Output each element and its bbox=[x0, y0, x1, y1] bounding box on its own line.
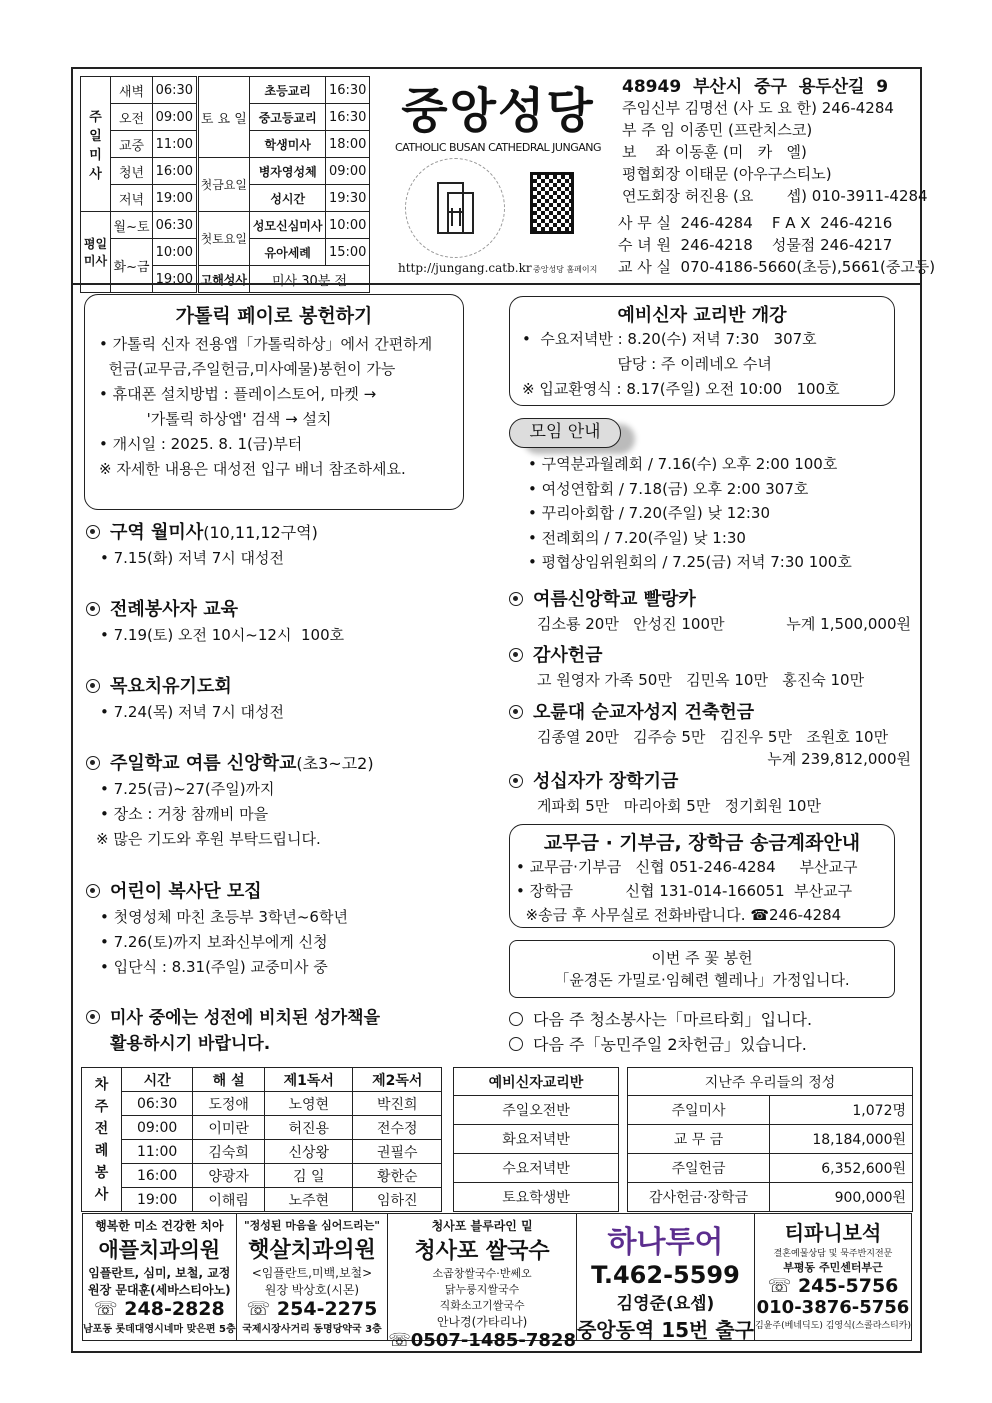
radio-bullet-icon bbox=[86, 756, 100, 770]
radio-bullet-icon bbox=[86, 679, 100, 693]
donation-title-text: 감사헌금 bbox=[533, 645, 603, 666]
radio-bullet-icon bbox=[509, 774, 523, 788]
mass-type: 새벽 bbox=[111, 77, 153, 104]
confession-label: 고해성사 bbox=[197, 266, 249, 293]
ad-3 bbox=[388, 1214, 577, 1351]
catholic-pay-title: 가톨릭 페이로 봉헌하기 bbox=[175, 305, 373, 327]
ad-line: ☏0507-1485-7828 bbox=[388, 1330, 576, 1351]
address: 48949 부산시 중구 용두산길 9 bbox=[622, 77, 889, 97]
donation-section bbox=[509, 585, 911, 635]
offering-label: 교 무 금 bbox=[628, 1125, 770, 1154]
duty-cell: 임하진 bbox=[353, 1188, 442, 1212]
contact-list bbox=[618, 212, 935, 278]
notice-section bbox=[86, 749, 374, 852]
next-week-notices bbox=[509, 1007, 812, 1057]
duty-cell: 11:00 bbox=[122, 1140, 193, 1164]
ad-line: 닭누룽지쌀국수 bbox=[444, 1283, 520, 1296]
ad-line: 행복한 미소 건강한 치아 bbox=[95, 1219, 224, 1233]
class-table bbox=[453, 1067, 619, 1212]
catholic-pay-box bbox=[84, 294, 464, 510]
pay-line: 헌금(교무금,주일헌금,미사예물)봉헌이 가능 bbox=[99, 360, 396, 378]
notice-line: • 첫영성체 마친 초등부 3학년~6학년 bbox=[86, 905, 348, 930]
class-header: 예비신자교리반 bbox=[454, 1068, 619, 1096]
duty-header: 제2독서 bbox=[353, 1068, 442, 1092]
duty-cell: 노주현 bbox=[264, 1188, 352, 1212]
duty-side-label: 차 주 전 례 봉 사 bbox=[82, 1068, 122, 1212]
donation-title-text: 오륜대 순교자성지 건축헌금 bbox=[533, 702, 755, 723]
ad-line: 결혼예물상담 및 묵주반지전문 bbox=[773, 1249, 893, 1259]
catechumen-line: • 수요저녁반 : 8.20(수) 저녁 7:30 307호 bbox=[522, 330, 817, 348]
mass-time: 16:00 bbox=[153, 158, 198, 185]
mass-type: 오전 bbox=[111, 104, 153, 131]
mass-time: 19:00 bbox=[153, 266, 198, 293]
notice-title bbox=[86, 672, 284, 698]
duty-cell: 09:00 bbox=[122, 1116, 193, 1140]
offering-label: 감사헌금·장학금 bbox=[628, 1183, 770, 1212]
staff-line: 연도회장 허진용 (요 셉) 010-3911-4284 bbox=[622, 187, 928, 205]
pay-line: ※ 자세한 내용은 대성전 입구 배너 참조하세요. bbox=[99, 460, 406, 478]
offering-label: 주일헌금 bbox=[628, 1154, 770, 1183]
saturday-label: 토 요 일 bbox=[197, 77, 249, 158]
logo bbox=[388, 72, 608, 154]
next-week-item: 다음 주「농민주일 2차헌금」있습니다. bbox=[533, 1035, 807, 1054]
ad-line: 김윤주(베네딕도) 김영식(스콜라스티카) bbox=[754, 1321, 911, 1331]
mass-time: 06:30 bbox=[153, 212, 198, 239]
qr-caption: 중앙성당 홈페이지 bbox=[533, 265, 598, 274]
meeting-item: • 꾸리아회합 / 7.20(주일) 낮 12:30 bbox=[528, 501, 852, 526]
radio-bullet-icon bbox=[86, 525, 100, 539]
catechumen-title: 예비신자 교리반 개강 bbox=[617, 305, 787, 326]
staff-line: 평협회장 이태문 (아우구스티노) bbox=[622, 165, 832, 183]
qr-code[interactable] bbox=[530, 172, 574, 234]
radio-bullet-icon bbox=[86, 602, 100, 616]
ad-1 bbox=[83, 1214, 237, 1340]
donation-title bbox=[509, 641, 911, 667]
staff-line: 보 좌 이동훈 (미 카 엘) bbox=[622, 143, 807, 161]
ad-line: 청사포 블루라인 밑 bbox=[431, 1219, 533, 1233]
notice-title-text: 어린이 복사단 모집 bbox=[110, 881, 262, 902]
meetings-list bbox=[528, 452, 852, 575]
website-url[interactable]: http://jungang.catb.kr bbox=[398, 261, 532, 275]
donation-title-text: 성십자가 장학기금 bbox=[533, 771, 679, 792]
mass-times-table bbox=[80, 76, 370, 293]
ad-line: 원장 문대훈(세바스티아노) bbox=[87, 1283, 231, 1297]
donation-line: 김소룡 20만 안성진 100만 bbox=[537, 615, 725, 633]
pay-line: • 휴대폰 설치방법 : 플레이스토어, 마켓 → bbox=[99, 382, 449, 407]
staff-list bbox=[622, 97, 928, 207]
duty-header: 시간 bbox=[122, 1068, 193, 1092]
pay-line: • 가톨릭 신자 전용앱「가톨릭하상」에서 간편하게 bbox=[99, 332, 449, 357]
ad-line: 티파니보석 bbox=[784, 1221, 882, 1245]
radio-bullet-icon bbox=[86, 1010, 100, 1024]
staff-line: 주임신부 김명선 (사 도 요 한) 246-4284 bbox=[622, 99, 894, 117]
duty-cell: 김 일 bbox=[264, 1164, 352, 1188]
class-item: 화요저녁반 bbox=[454, 1125, 619, 1154]
ad-line: 소곱창쌀국수·반쎄오 bbox=[432, 1267, 532, 1280]
circle-bullet-icon bbox=[509, 1037, 523, 1051]
notice-line: • 7.19(토) 오전 10시~12시 100호 bbox=[86, 623, 344, 648]
first-friday-label: 첫금요일 bbox=[197, 158, 249, 212]
donation-title bbox=[509, 698, 911, 724]
mass-time: 09:00 bbox=[153, 104, 198, 131]
duty-cell: 노영현 bbox=[264, 1092, 352, 1116]
flower-offering-box bbox=[509, 940, 895, 998]
sunday-mass-label: 주일 미사 bbox=[81, 77, 111, 212]
offering-header: 지난주 우리들의 정성 bbox=[628, 1068, 913, 1096]
duty-cell: 신상왕 bbox=[264, 1140, 352, 1164]
hymn-notice bbox=[86, 1005, 380, 1057]
radio-bullet-icon bbox=[509, 592, 523, 606]
saturday-time: 16:30 bbox=[326, 104, 370, 131]
donation-section bbox=[509, 767, 911, 817]
ad-line: 애플치과의원 bbox=[98, 1238, 221, 1262]
saturday-time: 16:30 bbox=[326, 77, 370, 104]
donation-title bbox=[509, 767, 911, 793]
notice-title bbox=[86, 749, 374, 775]
ad-line: 김영준(요셉) bbox=[616, 1294, 715, 1314]
donation-section bbox=[509, 641, 911, 691]
ad-line: 남포동 롯데대영시네마 맞은편 5층 bbox=[83, 1324, 236, 1335]
saturday-item: 중고등교리 bbox=[249, 104, 325, 131]
donation-line: 게파회 5만 마리아회 5만 정기회원 10만 bbox=[537, 797, 821, 815]
duty-cell: 이해림 bbox=[193, 1188, 265, 1212]
meeting-item: • 평협상임위원회의 / 7.25(금) 저녁 7:30 100호 bbox=[528, 550, 852, 575]
radio-bullet-icon bbox=[509, 648, 523, 662]
saturday-item: 학생미사 bbox=[249, 131, 325, 158]
flower-title: 이번 주 꽃 봉헌 bbox=[651, 949, 753, 967]
ad-line: "정성된 마음을 심어드리는" bbox=[243, 1219, 380, 1232]
offering-value: 18,184,000원 bbox=[770, 1125, 913, 1154]
mass-time: 10:00 bbox=[153, 239, 198, 266]
church-subtitle: CATHOLIC BUSAN CATHEDRAL JUNGANG bbox=[394, 141, 602, 154]
ad-line: 010-3876-5756 bbox=[756, 1297, 910, 1318]
notice-line: • 7.24(목) 저녁 7시 대성전 bbox=[86, 700, 284, 725]
offering-value: 1,072명 bbox=[770, 1096, 913, 1125]
duty-cell: 양광자 bbox=[193, 1164, 265, 1188]
account-line: • 교무금·기부금 신협 051-246-4284 부산교구 bbox=[516, 858, 858, 876]
church-title: 중앙성당 bbox=[401, 83, 595, 139]
ad-line: 부평동 주민센터부근 bbox=[783, 1261, 883, 1274]
catechumen-box bbox=[509, 296, 895, 406]
duty-table bbox=[81, 1067, 442, 1212]
ad-line: 임플란트, 심미, 보철, 교정 bbox=[88, 1266, 231, 1280]
notice-section bbox=[86, 595, 344, 648]
mass-type: 교중 bbox=[111, 131, 153, 158]
ad-line: 안나경(가타리나) bbox=[436, 1315, 528, 1329]
account-title: 교무금 · 기부금, 장학금 송금계좌안내 bbox=[543, 832, 861, 854]
notice-line: • 7.26(토)까지 보좌신부에게 신청 bbox=[86, 930, 348, 955]
duty-cell: 이미란 bbox=[193, 1116, 265, 1140]
first-saturday-time: 10:00 bbox=[326, 212, 370, 239]
duty-cell: 16:00 bbox=[122, 1164, 193, 1188]
account-lines bbox=[516, 855, 888, 927]
first-saturday-item: 성모신심미사 bbox=[249, 212, 325, 239]
notice-line: • 7.15(화) 저녁 7시 대성전 bbox=[86, 546, 318, 571]
notice-line: • 7.25(금)~27(주일)까지 bbox=[86, 777, 374, 802]
donation-line: 김종열 20만 김주승 5만 김진우 5만 조원호 10만 bbox=[537, 728, 889, 746]
catechumen-line: ※ 입교환영식 : 8.17(주일) 오전 10:00 100호 bbox=[522, 380, 840, 398]
notice-title-suffix: (초3~고2) bbox=[296, 754, 374, 773]
donation-line: 고 원영자 가족 50만 김민옥 10만 홍진숙 10만 bbox=[537, 671, 865, 689]
first-saturday-label: 첫토요일 bbox=[197, 212, 249, 266]
mass-type: 저녁 bbox=[111, 185, 153, 212]
duty-cell: 19:00 bbox=[122, 1188, 193, 1212]
pay-line: '가톨릭 하상앱' 검색 → 설치 bbox=[99, 410, 332, 428]
donation-total: 누계 1,500,000원 bbox=[786, 615, 911, 633]
flower-family: 「윤경돈 가밀로·임혜련 헬레나」가정입니다. bbox=[554, 971, 850, 989]
mass-time: 19:00 bbox=[153, 185, 198, 212]
class-item: 주일오전반 bbox=[454, 1096, 619, 1125]
seal-emblem bbox=[405, 158, 505, 258]
duty-cell: 06:30 bbox=[122, 1092, 193, 1116]
notice-title-text: 전례봉사자 교육 bbox=[110, 599, 238, 620]
saturday-time: 18:00 bbox=[326, 131, 370, 158]
notice-title-suffix: (10,11,12구역) bbox=[203, 523, 318, 542]
circle-bullet-icon bbox=[509, 1012, 523, 1026]
class-item: 토요학생반 bbox=[454, 1183, 619, 1212]
contact-line: 교 사 실 070-4186-5660(초등),5661(중고등) bbox=[618, 258, 936, 276]
ad-line: 중앙동역 15번 출구 bbox=[576, 1318, 754, 1342]
offering-value: 900,000원 bbox=[770, 1183, 913, 1212]
meetings-label: 모임 안내 bbox=[509, 418, 621, 448]
notice-note: ※ 많은 기도와 후원 부탁드립니다. bbox=[96, 830, 321, 848]
mass-time: 06:30 bbox=[153, 77, 198, 104]
notice-title bbox=[86, 595, 344, 621]
duty-cell: 전수정 bbox=[353, 1116, 442, 1140]
offering-value: 6,352,600원 bbox=[770, 1154, 913, 1183]
notice-line: • 입단식 : 8.31(주일) 교중미사 중 bbox=[86, 955, 348, 980]
pay-line: • 개시일 : 2025. 8. 1(금)부터 bbox=[99, 432, 449, 457]
account-box bbox=[509, 824, 895, 928]
offering-label: 주일미사 bbox=[628, 1096, 770, 1125]
catechumen-lines bbox=[522, 327, 882, 402]
ad-line: 하나투어 bbox=[607, 1225, 724, 1260]
notice-title-text: 구역 월미사 bbox=[110, 522, 204, 543]
staff-line: 부 주 임 이종민 (프란치스코) bbox=[622, 121, 813, 139]
ad-line: ☏ 245-5756 bbox=[767, 1275, 899, 1297]
mass-type: 청년 bbox=[111, 158, 153, 185]
catechumen-line: 담당 : 주 이레네오 수녀 bbox=[522, 355, 772, 373]
account-line: ※송금 후 사무실로 전화바랍니다. ☎246-4284 bbox=[516, 906, 842, 924]
hymn-notice-line: 활용하시기 바랍니다. bbox=[110, 1034, 271, 1054]
ad-4 bbox=[577, 1214, 755, 1340]
duty-cell: 허진용 bbox=[264, 1116, 352, 1140]
notice-title-text: 주일학교 여름 신앙학교 bbox=[110, 753, 297, 774]
ad-5 bbox=[755, 1214, 911, 1340]
catholic-pay-lines bbox=[99, 332, 449, 482]
class-item: 수요저녁반 bbox=[454, 1154, 619, 1183]
ad-2 bbox=[237, 1214, 389, 1340]
duty-cell: 권필수 bbox=[353, 1140, 442, 1164]
cathedral-icon bbox=[430, 178, 480, 238]
notice-title bbox=[86, 877, 348, 903]
meeting-item: • 여성연합회 / 7.18(금) 오후 2:00 307호 bbox=[528, 477, 852, 502]
account-line: • 장학금 신협 131-014-166051 부산교구 bbox=[516, 882, 853, 900]
meeting-item: • 구역분과월례회 / 7.16(수) 오후 2:00 100호 bbox=[528, 452, 852, 477]
ad-line: ☏ 248-2828 bbox=[93, 1298, 225, 1320]
notice-line: • 장소 : 거창 참깨비 마을 bbox=[86, 802, 374, 827]
duty-cell: 김숙희 bbox=[193, 1140, 265, 1164]
radio-bullet-icon bbox=[509, 705, 523, 719]
first-friday-time: 19:30 bbox=[326, 185, 370, 212]
donation-title-text: 여름신앙학교 빨랑카 bbox=[533, 589, 696, 610]
ad-line: T.462-5599 bbox=[591, 1261, 740, 1289]
first-saturday-time: 15:00 bbox=[326, 239, 370, 266]
offering-table bbox=[627, 1067, 913, 1212]
donation-section bbox=[509, 698, 911, 770]
ad-line: ☏ 254-2275 bbox=[246, 1298, 378, 1320]
donation-total: 누계 239,812,000원 bbox=[767, 750, 911, 768]
notice-title-text: 목요치유기도회 bbox=[110, 676, 232, 697]
notice-title bbox=[86, 518, 318, 544]
duty-cell: 황한순 bbox=[353, 1164, 442, 1188]
ad-line: 청사포 쌀국수 bbox=[414, 1239, 550, 1264]
mass-time: 11:00 bbox=[153, 131, 198, 158]
donation-title bbox=[509, 585, 911, 611]
duty-cell: 도정애 bbox=[193, 1092, 265, 1116]
first-friday-time: 09:00 bbox=[326, 158, 370, 185]
mass-type: 화~금 bbox=[111, 239, 153, 293]
header-divider bbox=[73, 283, 920, 285]
weekday-mass-label: 평일 미사 bbox=[81, 212, 111, 293]
saturday-item: 초등교리 bbox=[249, 77, 325, 104]
ad-line: 햇살치과의원 bbox=[248, 1238, 376, 1263]
first-friday-item: 성시간 bbox=[249, 185, 325, 212]
notice-section bbox=[86, 672, 284, 725]
first-friday-item: 병자영성체 bbox=[249, 158, 325, 185]
next-week-item: 다음 주 청소봉사는「마르타회」입니다. bbox=[533, 1010, 813, 1029]
meeting-item: • 전례회의 / 7.20(주일) 낮 1:30 bbox=[528, 526, 852, 551]
duty-header: 제1독서 bbox=[264, 1068, 352, 1092]
duty-cell: 박진희 bbox=[353, 1092, 442, 1116]
contact-line: 수 녀 원 246-4218 성물점 246-4217 bbox=[618, 236, 893, 254]
radio-bullet-icon bbox=[86, 884, 100, 898]
ad-line: <임플란트,미백,보철> bbox=[251, 1266, 373, 1280]
first-saturday-item: 유아세례 bbox=[249, 239, 325, 266]
mass-type: 월~토 bbox=[111, 212, 153, 239]
notice-section bbox=[86, 518, 318, 571]
contact-line: 사 무 실 246-4284 F A X 246-4216 bbox=[618, 214, 893, 232]
ads-strip bbox=[82, 1213, 912, 1351]
hymn-notice-line: 미사 중에는 성전에 비치된 성가책을 bbox=[110, 1008, 381, 1028]
ad-line: 직화소고기쌀국수 bbox=[439, 1299, 525, 1312]
ad-line: 원장 박상호(시몬) bbox=[264, 1283, 360, 1297]
duty-header: 해 설 bbox=[193, 1068, 265, 1092]
ad-line: 국제시장사거리 동명당약국 3층 bbox=[242, 1324, 382, 1335]
notice-section bbox=[86, 877, 348, 980]
confession-time: 미사 30분 전 bbox=[249, 266, 369, 293]
